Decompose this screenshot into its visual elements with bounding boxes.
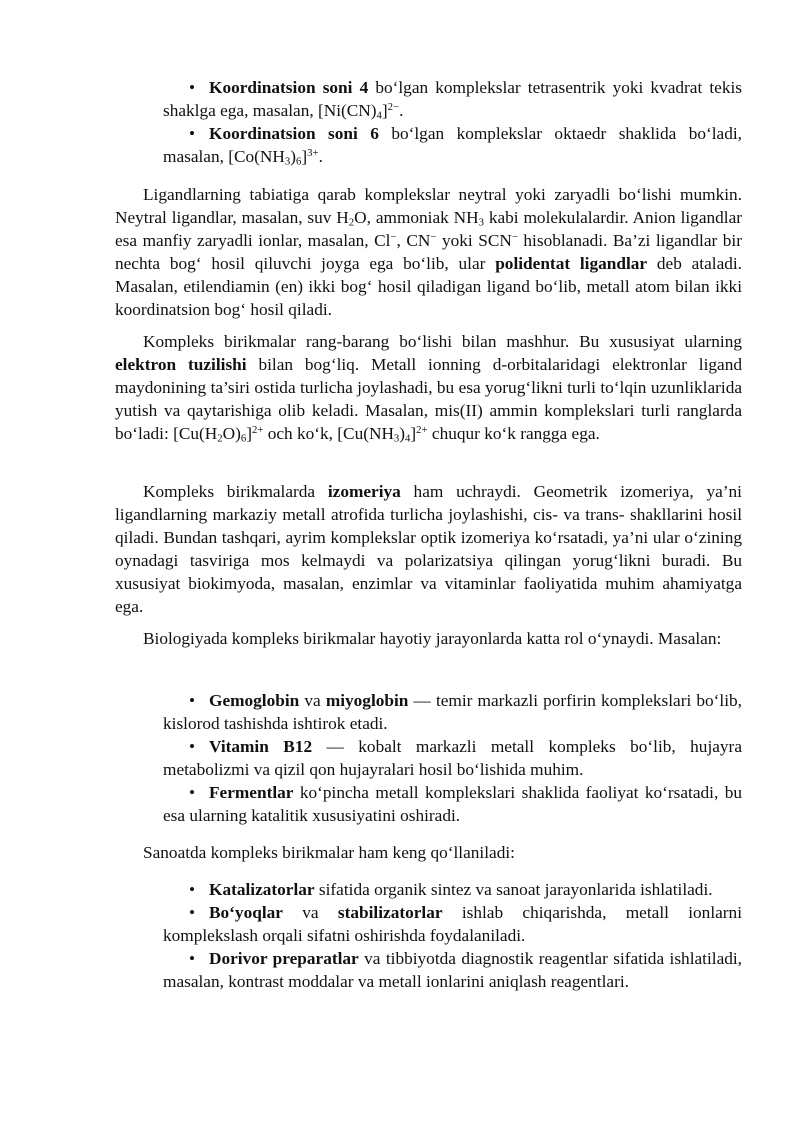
- bold-term: Vitamin B12: [209, 737, 313, 756]
- list-item: • Fermentlar ko‘pincha metall komplekslari shaklida faoliyat ko‘rsatadi, bu esa ularning katalitik xususiyatini oshiradi.: [163, 781, 742, 827]
- bold-term: miyoglobin: [325, 691, 409, 710]
- industry-examples-list: [0, 878, 742, 993]
- bold-term: Bo‘yoqlar: [209, 903, 283, 922]
- bold-term: polidentat ligandlar: [495, 254, 648, 273]
- paragraph-color: Kompleks birikmalar rang-barang bo‘lishi bilan mashhur. Bu xususiyat ularning elektron tuzilishi bilan bog‘liq. Metall ionning d-orbitalaridagi elektronlar ligand maydonining ta’siri ostida turlicha joylashadi, bu esa yorug‘likni turli to‘lqin uzunliklarida yutish va qaytarishiga olib keladi. Masalan, mis(II) ammin komplekslari turli ranglarda bo‘ladi: $[Cu(H_2O)_6]^{2+}$ och ko‘k, $[Cu(NH_3)_4]^{2+}$ chuqur ko‘k rangga ega.: [115, 332, 742, 445]
- bold-term: Gemoglobin: [209, 691, 300, 710]
- paragraph-ligands: Ligandlarning tabiatiga qarab komplekslar neytral yoki zaryadli bo‘lishi mumkin. Neytral ligandlar, masalan, suv $H_2O$, ammoniak $NH_3$ kabi molekulalardir. Anion ligandlar esa manfiy zaryadli ionlar, masalan, Cl−, CN− yoki SCN− hisoblanadi. Ba’zi ligandlar bir nechta bog‘ hosil qiluvchi joyga ega bo‘lib, ular polidentat ligandlar deb ataladi. Masalan, etilendiamin (en) ikki bog‘ hosil qiladigan ligand bo‘lib, metall atom bilan ikki koordinatsion bog‘ hosil qiladi.: [115, 185, 743, 319]
- paragraph-biology: Biologiyada kompleks birikmalar hayotiy jarayonlarda katta rol o‘ynaydi. Masalan:: [143, 629, 722, 648]
- list-item: • Koordinatsion soni 4 bo‘lgan komplekslar tetrasentrik yoki kvadrat tekis shaklga ega, masalan, $[Ni(CN)_4]^{2-}$.: [163, 76, 742, 122]
- list-item: • Gemoglobin va miyoglobin — temir markazli porfirin komplekslari bo‘lib, kislorod tashishda ishtirok etadi.: [163, 689, 742, 735]
- paragraph-industry: Sanoatda kompleks birikmalar ham keng qo‘llaniladi:: [143, 843, 515, 862]
- paragraph-isomerism: Kompleks birikmalarda izomeriya ham uchraydi. Geometrik izomeriya, ya’ni ligandlarning markaziy metall atrofida turlicha joylashishi, cis- va trans- shakllarini hosil qiladi. Bundan tashqari, ayrim komplekslar optik izomeriya ko‘rsatadi, ya’ni ular o‘zining oynadagi tasviriga mos kelmaydi va polarizatsiya qilingan yorug‘likni buradi. Bu xususiyat biokimyoda, masalan, enzimlar va vitaminlar faoliyatida muhim ahamiyatga ega.: [115, 482, 742, 616]
- biology-examples-list: [0, 689, 742, 827]
- bold-term: izomeriya: [327, 482, 401, 501]
- list-item: • Dorivor preparatlar va tibbiyotda diagnostik reagentlar sifatida ishlatiladi, masalan, kontrast moddalar va metall ionlarini aniqlash reagentlari.: [163, 947, 742, 993]
- bold-term: Fermentlar: [209, 783, 294, 802]
- coordination-number-list: [0, 76, 742, 168]
- bold-term: elektron tuzilishi: [115, 355, 247, 374]
- list-item: • Koordinatsion soni 6 bo‘lgan komplekslar oktaedr shaklida bo‘ladi, masalan, $[Co(NH_3)_6]^{3+}$.: [163, 122, 742, 168]
- list-item: • Bo‘yoqlar va stabilizatorlar ishlab chiqarishda, metall ionlarni komplekslash orqali sifatni oshirishda foydalaniladi.: [163, 901, 742, 947]
- bold-term: Katalizatorlar: [209, 880, 315, 899]
- list-item: • Katalizatorlar sifatida organik sintez va sanoat jarayonlarida ishlatiladi.: [163, 878, 742, 901]
- bold-term: stabilizatorlar: [337, 903, 443, 922]
- bold-term: Koordinatsion soni 4: [209, 78, 369, 97]
- list-item: • Vitamin B12 — kobalt markazli metall kompleks bo‘lib, hujayra metabolizmi va qizil qon hujayralari hosil bo‘lishida muhim.: [163, 735, 742, 781]
- bold-term: Koordinatsion soni 6: [209, 124, 379, 143]
- bold-term: Dorivor preparatlar: [209, 949, 359, 968]
